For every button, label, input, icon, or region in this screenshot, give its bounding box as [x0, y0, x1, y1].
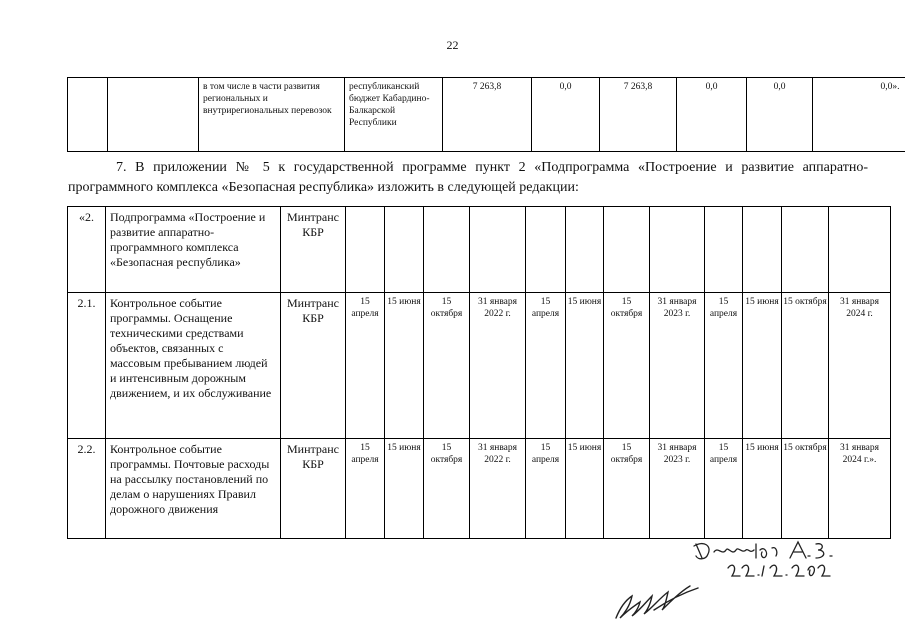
table-cell: 0,0».: [813, 78, 905, 152]
date-cell: 31 января 2022 г.: [470, 293, 526, 439]
date-cell: 15 июня: [566, 293, 604, 439]
date-cell: [470, 207, 526, 293]
row-number: 2.1.: [68, 293, 106, 439]
date-cell: 15 апреля: [526, 293, 566, 439]
budget-table: [67, 77, 905, 152]
date-cell: 15 апреля: [346, 439, 385, 539]
date-cell: [566, 207, 604, 293]
row-name: Подпрограмма «Построение и развитие аппаратно-программного комплекса «Безопасная республика»: [106, 207, 281, 293]
date-cell: [829, 207, 891, 293]
date-cell: 15 октября: [604, 293, 650, 439]
row-executor: Минтранс КБР: [281, 293, 346, 439]
date-cell: 31 января 2024 г.: [829, 293, 891, 439]
row-name: Контрольное событие программы. Почтовые расходы на рассылку постановлений по делам о нарушениях Правил дорожного движения: [106, 439, 281, 539]
date-cell: 15 июня: [743, 439, 782, 539]
date-cell: 15 апреля: [346, 293, 385, 439]
table-cell: 0,0: [677, 78, 747, 152]
date-cell: [424, 207, 470, 293]
date-cell: [782, 207, 829, 293]
date-cell: 31 января 2024 г.».: [829, 439, 891, 539]
row-number: «2.: [68, 207, 106, 293]
date-cell: 15 июня: [385, 439, 424, 539]
date-cell: [650, 207, 705, 293]
date-cell: 15 июня: [743, 293, 782, 439]
date-cell: 15 апреля: [705, 293, 743, 439]
row-number: 2.2.: [68, 439, 106, 539]
table-cell: 7 263,8: [443, 78, 532, 152]
date-cell: 31 января 2022 г.: [470, 439, 526, 539]
table-cell: в том числе в части развития региональных и внутрирегиональных перевозок: [199, 78, 345, 152]
date-cell: 15 апреля: [526, 439, 566, 539]
row-name: Контрольное событие программы. Оснащение техническими средствами объектов, связанных с массовым пребыванием людей и интенсивным дорожным движением, и их обслуживание: [106, 293, 281, 439]
table-cell: 0,0: [532, 78, 600, 152]
date-cell: 15 октября: [424, 293, 470, 439]
table-cell: республиканский бюджет Кабардино-Балкарской Республики: [345, 78, 443, 152]
date-cell: 15 июня: [566, 439, 604, 539]
date-cell: 15 июня: [385, 293, 424, 439]
program-table: [67, 206, 891, 539]
table-row: [68, 293, 891, 439]
date-cell: 15 октября: [782, 293, 829, 439]
date-cell: 15 апреля: [705, 439, 743, 539]
date-cell: 15 октября: [782, 439, 829, 539]
date-cell: [346, 207, 385, 293]
table-row: [68, 439, 891, 539]
date-cell: [526, 207, 566, 293]
date-cell: [705, 207, 743, 293]
page-number: 22: [446, 38, 459, 52]
date-cell: [743, 207, 782, 293]
date-cell: [604, 207, 650, 293]
amendment-paragraph: 7. В приложении № 5 к государственной программе пункт 2 «Подпрограмма «Построение и развитие аппаратно-программного комплекса «Безопасная республика» изложить в следующей редакции:: [68, 160, 868, 195]
date-cell: 15 октября: [604, 439, 650, 539]
table-cell: 0,0: [747, 78, 813, 152]
row-executor: Минтранс КБР: [281, 207, 346, 293]
handwritten-date: [724, 560, 834, 582]
date-cell: [385, 207, 424, 293]
table-cell: [68, 78, 108, 152]
table-cell: 7 263,8: [600, 78, 677, 152]
date-cell: 15 октября: [424, 439, 470, 539]
table-row: [68, 207, 891, 293]
row-executor: Минтранс КБР: [281, 439, 346, 539]
date-cell: 31 января 2023 г.: [650, 293, 705, 439]
date-cell: 31 января 2023 г.: [650, 439, 705, 539]
signature-scrawl: [610, 580, 710, 624]
table-row: [68, 78, 905, 152]
table-cell: [108, 78, 199, 152]
